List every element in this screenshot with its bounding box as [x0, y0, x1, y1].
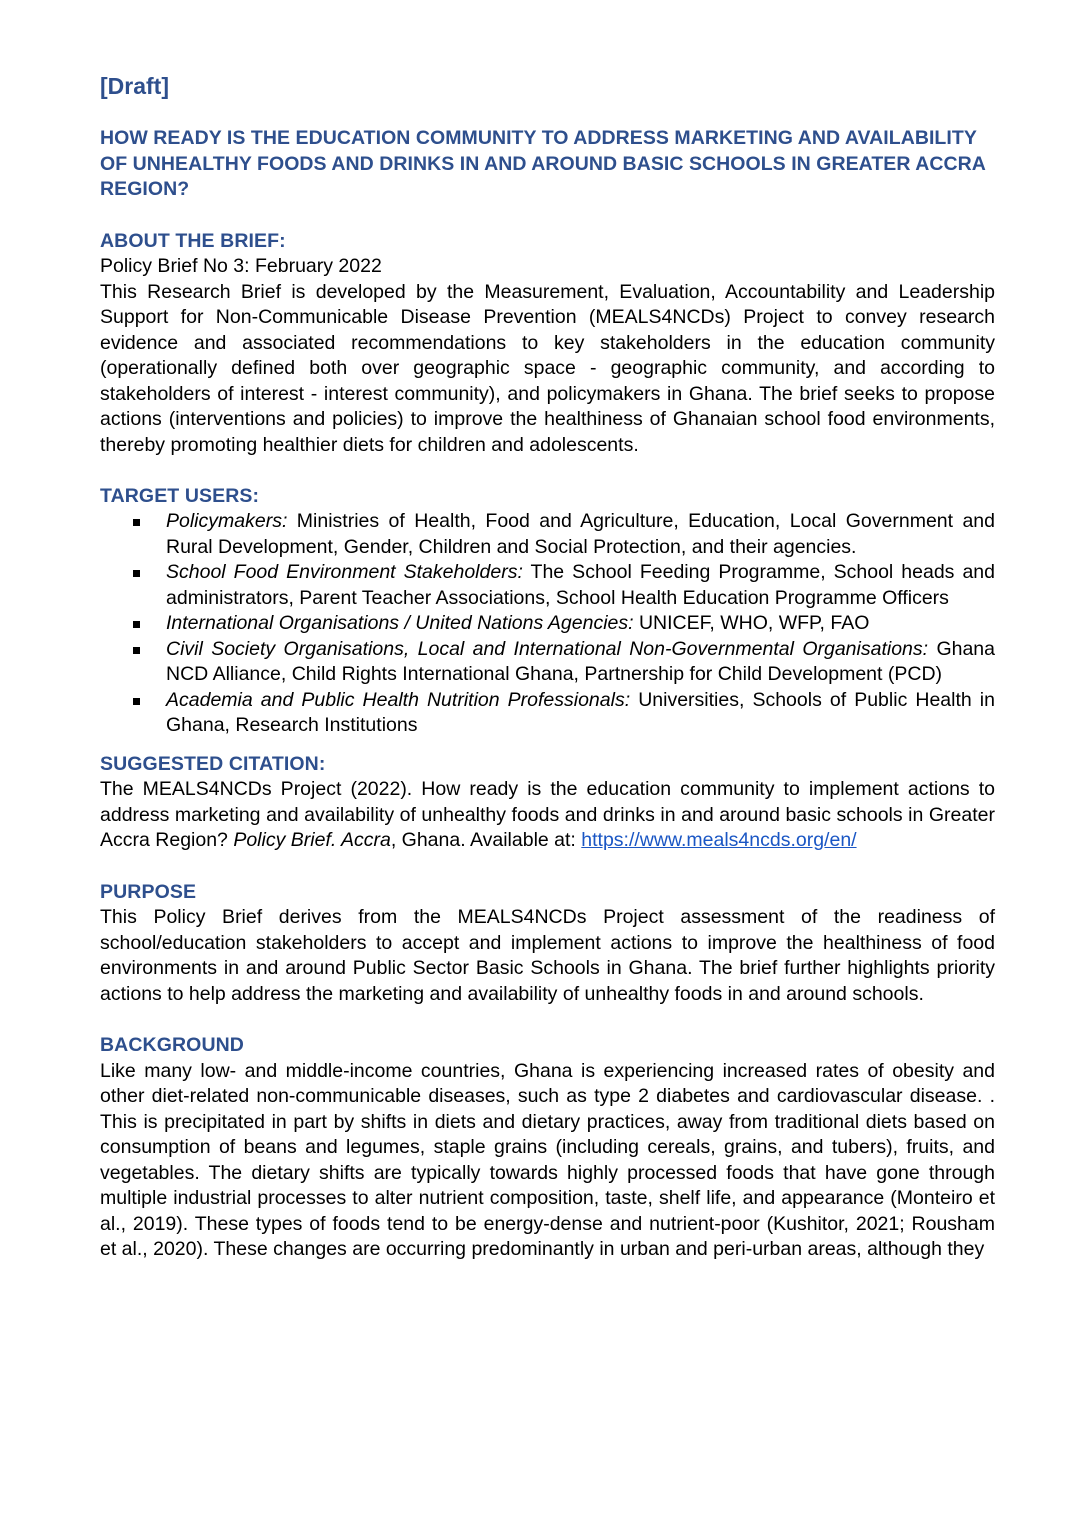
list-item-text: Ghana NCD Alliance, Child Rights International Ghana, Partnership for Child Development (PCD): [166, 637, 995, 685]
about-section: [100, 229, 995, 459]
list-item-text: Universities, Schools of Public Health in Ghana, Research Institutions: [166, 688, 995, 736]
about-body: This Research Brief is developed by the Measurement, Evaluation, Accountability and Leadership Support for Non-Communicable Disease Prevention (MEALS4NCDs) Project to convey research evidence and associated recommendations to key stakeholders in the education community (operationally defined both over geographic space - geographic community, and according to stakeholders of interest - interest community), and policymakers in Ghana. The brief seeks to propose actions (interventions and policies) to improve the healthiness of Ghanaian school food environments, thereby promoting healthier diets for children and adolescents.: [100, 280, 995, 456]
list-item-text: The School Feeding Programme, School heads and administrators, Parent Teacher Associations, School Health Education Programme Officers: [166, 561, 995, 609]
background-body: Like many low- and middle-income countries, Ghana is experiencing increased rates of obesity and other diet-related non-communicable diseases, such as type 2 diabetes and cardiovascular disease. . This is precipitated in part by shifts in diets and dietary practices, away from traditional diets based on consumption of beans and legumes, staple grains (including cereals, grains, and tubers), fruits, and vegetables. The dietary shifts are typically towards highly processed foods that have gone through multiple industrial processes to alter nutrient composition, taste, shelf life, and appearance (Monteiro et al., 2019). These types of foods tend to be energy-dense and nutrient-poor (Kushitor, 2021; Rousham et al., 2020). These changes are occurring predominantly in urban and peri-urban areas, although they: [100, 1059, 995, 1260]
list-item-lead: International Organisations / United Nations Agencies:: [166, 612, 634, 634]
background-section: [100, 1033, 995, 1263]
bullet-icon: [133, 698, 140, 705]
draft-label: [Draft]: [100, 73, 169, 99]
citation-heading: SUGGESTED CITATION:: [100, 752, 326, 775]
list-item: [166, 637, 995, 688]
citation-body: [100, 777, 995, 854]
target-users-section: [100, 484, 995, 739]
document-content: [100, 72, 995, 1263]
target-users-heading: TARGET USERS:: [100, 484, 260, 507]
bullet-icon: [133, 621, 140, 628]
list-item-text: UNICEF, WHO, WFP, FAO: [633, 612, 870, 634]
bullet-icon: [133, 570, 140, 577]
purpose-heading: PURPOSE: [100, 880, 197, 903]
citation-text-after: , Ghana. Available at:: [390, 829, 582, 851]
list-item: [166, 560, 995, 611]
citation-link[interactable]: https://www.meals4ncds.org/en/: [581, 829, 857, 851]
list-item-lead: Civil Society Organisations, Local and International Non-Governmental Organisations:: [166, 637, 929, 660]
purpose-section: [100, 880, 995, 1008]
bullet-icon: [133, 519, 140, 526]
target-users-list: [100, 509, 995, 739]
list-item: [166, 611, 995, 637]
list-item: [166, 688, 995, 739]
list-item-text: Ministries of Health, Food and Agriculture, Education, Local Government and Rural Development, Gender, Children and Social Protection, and their agencies.: [166, 510, 995, 558]
about-heading: ABOUT THE BRIEF:: [100, 229, 286, 252]
purpose-body: This Policy Brief derives from the MEALS4NCDs Project assessment of the readiness of school/education stakeholders to accept and implement actions to improve the healthiness of food environments in and around Public Sector Basic Schools in Ghana. The brief further highlights priority actions to help address the marketing and availability of unhealthy foods in and around schools.: [100, 906, 995, 1005]
list-item-lead: Policymakers:: [166, 510, 288, 532]
bullet-icon: [133, 647, 140, 654]
background-heading: BACKGROUND: [100, 1034, 244, 1056]
citation-italic: Policy Brief. Accra: [233, 829, 391, 851]
citation-text: The MEALS4NCDs Project (2022). How ready is the education community to implement actions to address marketing and availability of unhealthy foods and drinks in and around basic schools in Greater Accra Region?: [100, 778, 995, 851]
list-item: [166, 509, 995, 560]
about-subline: Policy Brief No 3: February 2022: [100, 255, 382, 277]
list-item-lead: Academia and Public Health Nutrition Professionals:: [166, 688, 631, 711]
list-item-lead: School Food Environment Stakeholders:: [166, 561, 523, 583]
citation-section: [100, 752, 995, 854]
document-title: HOW READY IS THE EDUCATION COMMUNITY TO ADDRESS MARKETING AND AVAILABILITY OF UNHEALTHY FOODS AND DRINKS IN AND AROUND BASIC SCHOOLS IN GREATER ACCRA REGION?: [100, 127, 986, 200]
